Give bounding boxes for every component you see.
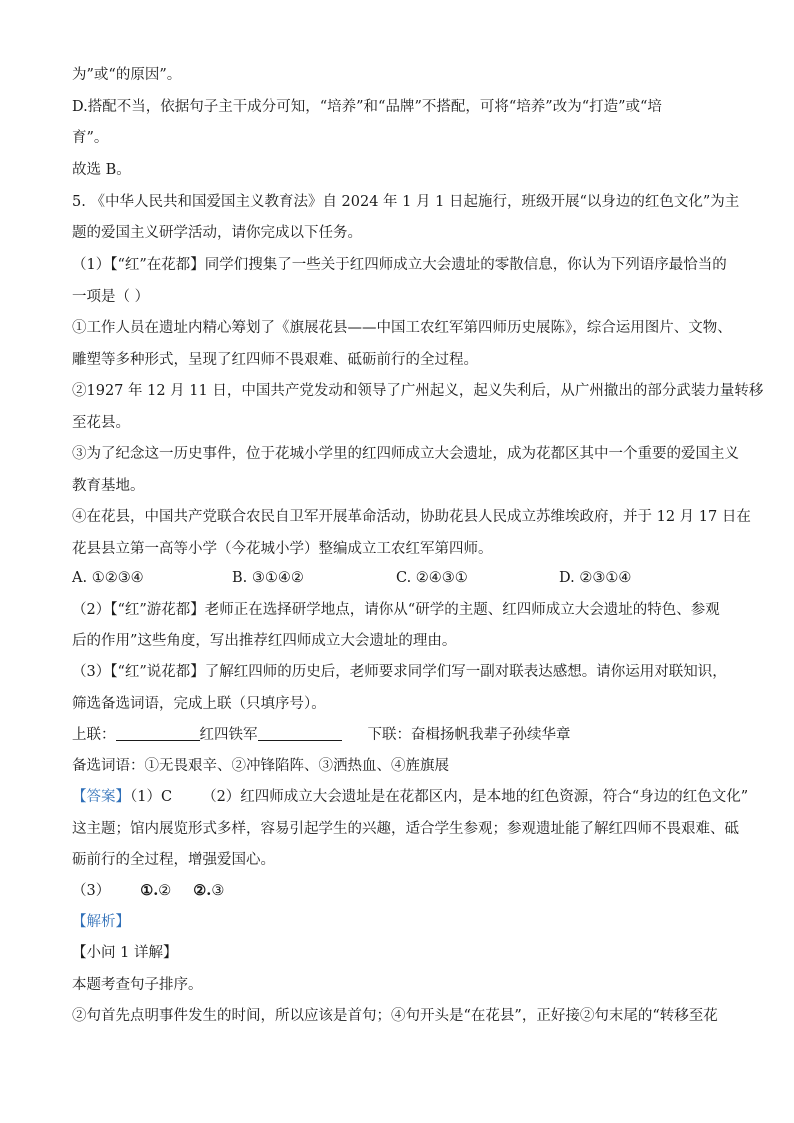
text-line: D.搭配不当，依据句子主干成分可知，“培养”和“品牌”不搭配，可将“培养”改为“打造”或“培 xyxy=(72,99,662,115)
blank-2-answer: ③ xyxy=(211,883,225,899)
option-c: C. ②④③① xyxy=(396,570,468,586)
answer-part-3-label: （3） xyxy=(72,883,111,899)
answer-part-3 xyxy=(72,881,224,901)
text-line: 题的爱国主义研学活动，请你完成以下任务。 xyxy=(72,225,362,241)
text-line: 这主题；馆内展览形式多样，容易引起学生的兴趣，适合学生参观；参观遗址能了解红四师不畏艰难、砥 xyxy=(72,821,739,837)
answer-tag: 【答案】 xyxy=(72,789,130,805)
option-b: B. ③①④② xyxy=(232,570,304,586)
text-line: 为”或“的原因”。 xyxy=(72,67,182,83)
blank-1 xyxy=(116,725,200,741)
question-5-stem: 5. 《中华人民共和国爱国主义教育法》自 2024 年 1 月 1 日起施行，班级开展“以身边的红色文化”为主 xyxy=(72,194,740,210)
blank-2 xyxy=(258,725,342,741)
blank-1-number: ①. xyxy=(140,882,159,899)
blank-1-answer: ② xyxy=(158,883,172,899)
text-line: 雕塑等多种形式，呈现了红四师不畏艰难、砥砺前行的全过程。 xyxy=(72,352,478,368)
analysis-heading: 【解析】 xyxy=(72,914,130,930)
sub-question-1-detail-heading: 【小问 1 详解】 xyxy=(72,945,178,961)
sub-question-1: （1）【“红”在花都】同学们搜集了一些关于红四师成立大会遗址的零散信息，你认为下列语序最恰当的 xyxy=(72,257,727,273)
sub-question-2: （2）【“红”游花都】老师正在选择研学地点，请你从“研学的主题、红四师成立大会遗址的特色、参观 xyxy=(72,602,720,618)
option-d: D. ②③①④ xyxy=(559,570,632,586)
text-line: 后的作用”这些角度，写出推荐红四师成立大会遗址的理由。 xyxy=(72,633,457,649)
blank-2-number: ②. xyxy=(193,882,212,899)
sentence-4: ④在花县，中国共产党联合农民自卫军开展革命活动，协助花县人民成立苏维埃政府，并于 12 月 17 日在 xyxy=(72,509,751,525)
answer-line xyxy=(72,787,748,807)
text-line: 砺前行的全过程，增强爱国心。 xyxy=(72,852,275,868)
couplet-line xyxy=(72,725,571,745)
upper-couplet-text: 红四铁军 xyxy=(199,727,258,743)
text-line: 至花县。 xyxy=(72,415,130,431)
text-line: 花县县立第一高等小学（今花城小学）整编成立工农红军第四师。 xyxy=(72,541,493,557)
text-line: 故选 B。 xyxy=(72,162,131,178)
text-line: 育”。 xyxy=(72,130,109,146)
sentence-2: ②1927 年 12 月 11 日，中国共产党发动和领导了广州起义，起义失利后，从广州撤出的部分武装力量转移 xyxy=(72,383,764,399)
upper-couplet-label: 上联： xyxy=(72,727,116,743)
text-line: 本题考查句子排序。 xyxy=(72,977,203,993)
option-a: A. ①②③④ xyxy=(72,570,144,586)
answer-part-2: （2）红四师成立大会遗址是在花都区内，是本地的红色资源，符合“身边的红色文化” xyxy=(202,789,749,805)
text-line: 一项是（ ） xyxy=(72,289,150,305)
answer-part-1: （1）C xyxy=(130,789,173,805)
options-row xyxy=(72,568,732,588)
sentence-1: ①工作人员在遗址内精心筹划了《旗展花县——中国工农红军第四师历史展陈》，综合运用图片、文物、 xyxy=(72,320,732,336)
sub-question-3: （3）【“红”说花都】了解红四师的历史后，老师要求同学们写一副对联表达感想。请你运用对联知识， xyxy=(72,664,727,680)
text-line: ②句首先点明事件发生的时间，所以应该是首句；④句开头是“在花县”，正好接②句末尾的“转移至花 xyxy=(72,1008,718,1024)
text-line: 教育基地。 xyxy=(72,478,145,494)
candidate-words: 备选词语：①无畏艰辛、②冲锋陷阵、③洒热血、④旌旗展 xyxy=(72,758,449,774)
text-line: 筛选备选词语，完成上联（只填序号）。 xyxy=(72,696,326,712)
sentence-3: ③为了纪念这一历史事件，位于花城小学里的红四师成立大会遗址，成为花都区其中一个重要的爱国主义 xyxy=(72,446,739,462)
lower-couplet: 下联：奋楫扬帆我辈子孙续华章 xyxy=(367,727,571,743)
